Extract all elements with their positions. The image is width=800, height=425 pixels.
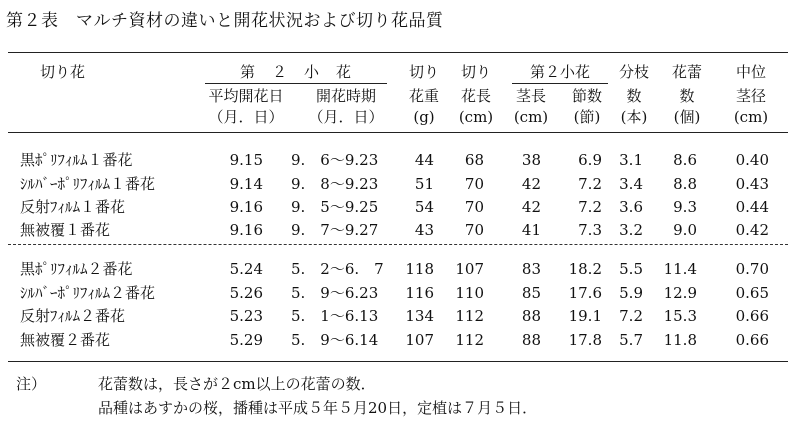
cell-nodes: 17.8: [568, 331, 602, 349]
cell-diameter: 0.70: [735, 260, 769, 278]
cell-avg: 5.24: [229, 260, 263, 278]
header-unit-month-day-2: （月．日）: [308, 108, 384, 126]
header-unit-month-day-1: （月．日）: [208, 108, 284, 126]
cell-branches: 3.4: [619, 175, 643, 193]
cell-length: 70: [464, 198, 484, 216]
cell-avg: 9.16: [229, 221, 263, 239]
cell-period: 5. 9～6.14: [291, 331, 379, 349]
cell-nodes: 18.2: [568, 260, 602, 278]
cell-length: 110: [455, 284, 484, 302]
header-unit-ko: (個): [673, 108, 701, 126]
bottom-rule: [8, 361, 788, 362]
cell-length: 68: [464, 151, 484, 169]
header-unit-hon: (本): [620, 108, 648, 126]
cell-length: 107: [455, 260, 484, 278]
cell-diameter: 0.40: [735, 151, 769, 169]
header-unit-cm-1: (cm): [458, 108, 494, 126]
cell-nodes: 19.1: [568, 307, 602, 325]
header-chui: 中位: [735, 63, 767, 81]
cell-weight: 116: [405, 284, 434, 302]
header-bunshi: 分枝: [618, 63, 650, 81]
cell-nodes: 7.2: [578, 198, 602, 216]
cell-weight: 43: [414, 221, 434, 239]
cell-avg: 5.23: [229, 307, 263, 325]
cell-branches: 3.6: [619, 198, 643, 216]
cell-diameter: 0.44: [735, 198, 769, 216]
cell-branches: 7.2: [619, 307, 643, 325]
cell-stem: 42: [521, 198, 541, 216]
cell-avg: 9.14: [229, 175, 263, 193]
header-dai2-shoka: 第 ２ 小 花: [239, 63, 353, 81]
cell-avg: 5.29: [229, 331, 263, 349]
cell-buds: 15.3: [663, 307, 697, 325]
cell-stem: 85: [521, 284, 541, 302]
cell-weight: 134: [405, 307, 434, 325]
cell-avg: 5.26: [229, 284, 263, 302]
cell-diameter: 0.42: [735, 221, 769, 239]
cell-stem: 88: [521, 307, 541, 325]
top-rule: [8, 52, 788, 53]
cell-period: 9. 5～9.25: [291, 198, 379, 216]
cell-length: 70: [464, 175, 484, 193]
header-kaika-jiki: 開花時期: [315, 87, 377, 105]
header-unit-cm-3: (cm): [733, 108, 769, 126]
header-underline-2: [512, 83, 608, 84]
cell-period: 5. 1～6.13: [291, 307, 379, 325]
cell-nodes: 17.6: [568, 284, 602, 302]
cell-period: 9. 7～9.27: [291, 221, 379, 239]
cell-period: 9. 8～9.23: [291, 175, 379, 193]
header-unit-setsu: (節): [573, 108, 601, 126]
header-kiri-1: 切り: [408, 63, 440, 81]
header-rule: [8, 132, 788, 133]
cell-buds: 8.8: [673, 175, 697, 193]
header-karai-2: 数: [679, 87, 695, 105]
cell-stem: 42: [521, 175, 541, 193]
cell-period: 5. 9～6.23: [291, 284, 379, 302]
cell-period: 9. 6～9.23: [291, 151, 379, 169]
header-sessu: 節数: [571, 87, 603, 105]
header-kirihana: 切り花: [40, 63, 86, 81]
header-kiri-2: 切り: [460, 63, 492, 81]
table-title: 第２表 マルチ資材の違いと開花状況および切り花品質: [6, 11, 444, 31]
cell-weight: 54: [414, 198, 434, 216]
header-karai: 花蕾: [671, 63, 703, 81]
cell-buds: 9.0: [673, 221, 697, 239]
header-keicho: 茎長: [515, 87, 547, 105]
cell-branches: 5.9: [619, 284, 643, 302]
notes-line-1: 花蕾数は，長さが２cm以上の花蕾の数．: [98, 375, 376, 393]
cell-buds: 9.3: [673, 198, 697, 216]
cell-weight: 107: [405, 331, 434, 349]
cell-stem: 41: [521, 221, 541, 239]
cell-stem: 38: [521, 151, 541, 169]
header-kaju: 花重: [408, 87, 440, 105]
cell-stem: 83: [521, 260, 541, 278]
row-name: 黒ﾎﾟﾘﾌｨﾙﾑ１番花: [20, 151, 133, 169]
cell-length: 112: [455, 307, 484, 325]
row-name: 無被覆１番花: [20, 221, 111, 239]
cell-period: 5. 2～6. 7: [291, 260, 384, 278]
cell-buds: 12.9: [663, 284, 697, 302]
cell-avg: 9.16: [229, 198, 263, 216]
cell-buds: 11.8: [663, 331, 697, 349]
cell-buds: 8.6: [673, 151, 697, 169]
cell-buds: 11.4: [663, 260, 697, 278]
cell-weight: 51: [414, 175, 434, 193]
header-bunshi-2: 数: [626, 87, 642, 105]
header-keikei: 茎径: [735, 87, 767, 105]
cell-diameter: 0.66: [735, 307, 769, 325]
cell-weight: 118: [405, 260, 434, 278]
row-name: ｼﾙﾊﾞｰﾎﾟﾘﾌｨﾙﾑ２番花: [20, 284, 156, 302]
row-name: ｼﾙﾊﾞｰﾎﾟﾘﾌｨﾙﾑ１番花: [20, 175, 156, 193]
cell-branches: 5.5: [619, 260, 643, 278]
header-dai2-shoka-2: 第２小花: [529, 63, 591, 81]
notes-line-2: 品種はあすかの桜，播種は平成５年５月20日，定植は７月５日．: [98, 399, 538, 417]
group-divider: [8, 244, 788, 245]
cell-diameter: 0.43: [735, 175, 769, 193]
cell-branches: 5.7: [619, 331, 643, 349]
notes-label: 注）: [16, 375, 47, 393]
header-heikin-kaika-bi: 平均開花日: [208, 87, 284, 105]
cell-diameter: 0.66: [735, 331, 769, 349]
row-name: 黒ﾎﾟﾘﾌｨﾙﾑ２番花: [20, 260, 133, 278]
cell-avg: 9.15: [229, 151, 263, 169]
cell-weight: 44: [414, 151, 434, 169]
row-name: 反射ﾌｨﾙﾑ２番花: [20, 307, 126, 325]
row-name: 無被覆２番花: [20, 331, 111, 349]
cell-nodes: 6.9: [578, 151, 602, 169]
cell-nodes: 7.3: [578, 221, 602, 239]
cell-diameter: 0.65: [735, 284, 769, 302]
header-unit-cm-2: (cm): [513, 108, 549, 126]
header-unit-g: (g): [413, 108, 435, 126]
cell-stem: 88: [521, 331, 541, 349]
row-name: 反射ﾌｨﾙﾑ１番花: [20, 198, 126, 216]
header-kacho: 花長: [460, 87, 492, 105]
header-underline-1: [205, 83, 387, 84]
cell-nodes: 7.2: [578, 175, 602, 193]
cell-length: 112: [455, 331, 484, 349]
cell-branches: 3.1: [619, 151, 643, 169]
cell-branches: 3.2: [619, 221, 643, 239]
cell-length: 70: [464, 221, 484, 239]
